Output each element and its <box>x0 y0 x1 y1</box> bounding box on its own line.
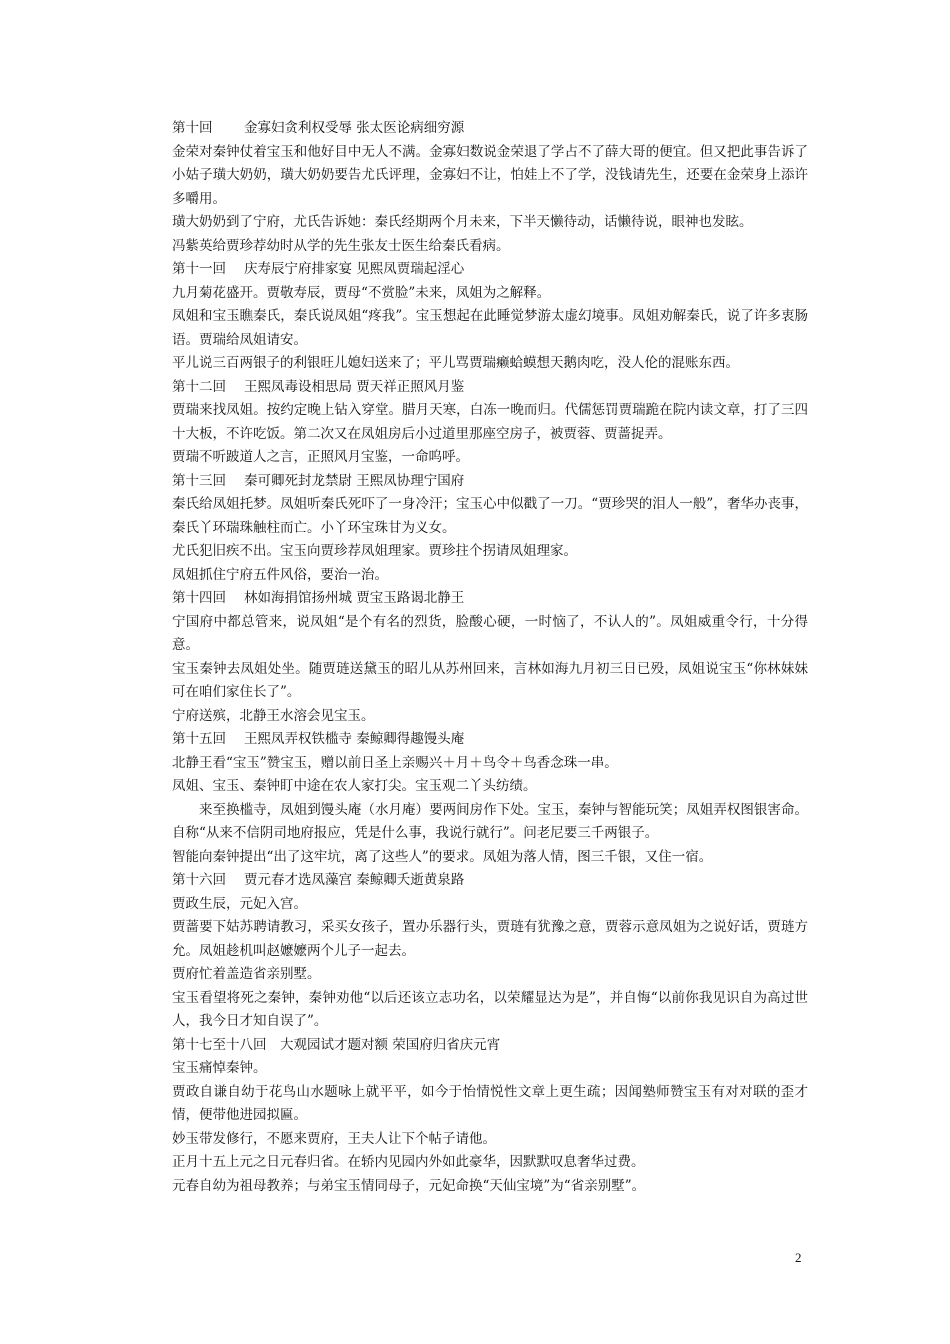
paragraph: 贾政自谦自幼于花鸟山水题咏上就平平，如今于怡情悦性文章上更生疏；因闻塾师赞宝玉有对对联的歪才情，便带他进园拟匾。 <box>172 1083 808 1123</box>
paragraph: 宁府送殡，北静王水溶会见宝玉。 <box>172 707 375 724</box>
chapter-number: 第十三回 <box>172 472 226 489</box>
chapter-heading <box>172 117 808 141</box>
chapter-title: 大观园试才题对额 荣国府归省庆元宵 <box>280 1036 501 1053</box>
paragraph: 凤姐和宝玉瞧秦氏，秦氏说凤姐“疼我”。宝玉想起在此睡觉梦游太虚幻境事。凤姐劝解秦氏，说了许多衷肠语。贾瑞给凤姐请安。 <box>172 308 808 348</box>
paragraph: 贾蔷要下姑苏聘请教习，采买女孩子，置办乐器行头，贾琏有犹豫之意，贾蓉示意凤姐为之说好话，贾琏方允。凤姐趁机叫赵嬷嬷两个儿子一起去。 <box>172 919 808 959</box>
chapter-title: 林如海捐馆扬州城 贾宝玉路谒北静王 <box>244 590 465 606</box>
paragraph: 贾政生辰，元妃入宫。 <box>172 895 307 912</box>
paragraph: 平儿说三百两银子的利银旺儿媳妇送来了；平儿骂贾瑞癞蛤蟆想天鹅肉吃，没人伦的混账东西。 <box>172 355 739 371</box>
chapter-title: 秦可卿死封龙禁尉 王熙凤协理宁国府 <box>244 472 465 489</box>
paragraph: 璜大奶奶到了宁府，尤氏告诉她：秦氏经期两个月未来，下半天懒待动，话懒待说，眼神也发眩。 <box>172 214 753 230</box>
chapter-title: 贾元春才选凤藻宫 秦鲸卿夭逝黄泉路 <box>244 872 465 888</box>
chapter-number: 第十六回 <box>172 872 226 888</box>
paragraph: 尤氏犯旧疾不出。宝玉向贾珍荐凤姐理家。贾珍拄个拐请凤姐理家。 <box>172 543 577 559</box>
chapter-number: 第十七至十八回 <box>172 1036 267 1053</box>
chapter-number: 第十回 <box>172 120 213 136</box>
paragraph: 金荣对秦钟仗着宝玉和他好目中无人不满。金寡妇数说金荣退了学占不了薛大哥的便宜。但又把此事告诉了小姑子璜大奶奶，璜大奶奶要告尤氏评理，金寡妇不让，怕娃上不了学，没钱请先生，还要在金荣身上添许多嚼用。 <box>172 143 808 207</box>
paragraph: 正月十五上元之日元春归省。在轿内见园内外如此豪华，因默默叹息奢华过费。 <box>172 1154 645 1170</box>
paragraph: 贾府忙着盖造省亲别墅。 <box>172 966 321 982</box>
chapter-title: 王熙凤毒设相思局 贾天祥正照风月鉴 <box>244 378 465 395</box>
chapter-heading <box>172 258 808 282</box>
paragraph: 贾瑞来找凤姐。按约定晚上钻入穿堂。腊月天寒，白冻一晚而归。代儒惩罚贾瑞跪在院内读文章，打了三四十大板，不许吃饭。第二次又在凤姐房后小过道里那座空房子，被贾蓉、贾蔷捉弄。 <box>172 402 808 442</box>
paragraph: 秦氏给凤姐托梦。凤姐听秦氏死吓了一身冷汗；宝玉心中似戳了一刀。“贾珍哭的泪人一般”，奢华办丧事，秦氏丫环瑞珠触柱而亡。小丫环宝珠甘为义女。 <box>172 496 808 536</box>
chapter-heading <box>172 728 808 752</box>
paragraph: 贾瑞不听跛道人之言，正照风月宝鉴，一命呜呼。 <box>172 449 469 465</box>
chapter-title: 庆寿辰宁府排家宴 见熙凤贾瑞起淫心 <box>244 261 465 277</box>
chapter-number: 第十四回 <box>172 590 226 606</box>
paragraph: 凤姐、宝玉、秦钟盯中途在农人家打尖。宝玉观二丫头纺绩。 <box>172 778 537 794</box>
paragraph: 妙玉带发修行，不愿来贾府，王夫人让下个帖子请他。 <box>172 1130 496 1147</box>
paragraph: 冯紫英给贾珍荐幼时从学的先生张友士医生给秦氏看病。 <box>172 237 510 254</box>
paragraph: 来至换槛寺，凤姐到馒头庵（水月庵）要两间房作下处。宝玉，秦钟与智能玩笑；凤姐弄权图银害命。自称“从来不信阴司地府报应，凭是什么事，我说行就行”。问老尼要三千两银子。 <box>172 801 808 841</box>
paragraph: 宁国府中都总管来，说凤姐“是个有名的烈货，脸酸心硬，一时恼了，不认人的”。凤姐威重令行，十分得意。 <box>172 613 808 653</box>
paragraph: 元春自幼为祖母教养；与弟宝玉情同母子，元妃命换“天仙宝境”为“省亲别墅”。 <box>172 1177 646 1194</box>
chapter-title: 金寡妇贪利权受辱 张太医论病细穷源 <box>244 120 465 136</box>
chapter-number: 第十二回 <box>172 378 226 395</box>
paragraph: 宝玉痛悼秦钟。 <box>172 1060 267 1076</box>
paragraph: 北静王看“宝玉”赞宝玉，赠以前日圣上亲赐兴＋月＋鸟令＋鸟香念珠一串。 <box>172 754 618 771</box>
page-number: 2 <box>795 1250 802 1265</box>
paragraph: 智能向秦钟提出“出了这牢坑，离了这些人”的要求。凤姐为落人情，图三千银，又住一宿。 <box>172 848 713 865</box>
chapter-title: 王熙凤弄权铁槛寺 秦鲸卿得趣馒头庵 <box>244 731 465 747</box>
paragraph: 九月菊花盛开。贾敬寿辰，贾母“不赏脸”未来，凤姐为之解释。 <box>172 284 551 301</box>
paragraph: 凤姐抓住宁府五件风俗，要治一治。 <box>172 566 388 583</box>
chapter-number: 第十五回 <box>172 731 226 747</box>
page-body <box>172 117 808 1198</box>
chapter-heading <box>172 376 808 400</box>
chapter-heading <box>172 587 808 611</box>
paragraph: 宝玉秦钟去凤姐处坐。随贾琏送黛玉的昭儿从苏州回来，言林如海九月初三日已殁，凤姐说宝玉“你林妹妹可在咱们家住长了”。 <box>172 660 808 700</box>
chapter-heading <box>172 1034 808 1058</box>
chapter-heading <box>172 470 808 494</box>
paragraph: 宝玉看望将死之秦钟，秦钟劝他“以后还该立志功名，以荣耀显达为是”，并自悔“以前你我见识自为高过世人，我今日才知自误了”。 <box>172 989 808 1029</box>
chapter-heading <box>172 869 808 893</box>
chapter-number: 第十一回 <box>172 261 226 277</box>
